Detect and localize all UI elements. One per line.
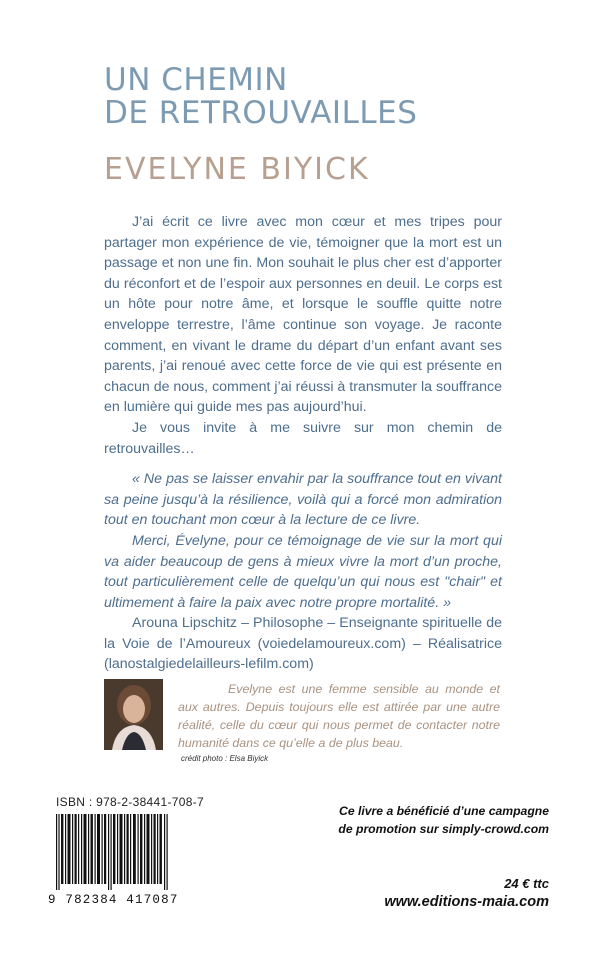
invitation-paragraph: Je vous invite à me suivre sur mon chemin de retrouvailles… — [104, 419, 502, 457]
publisher-website: www.editions-maia.com — [384, 894, 549, 910]
price: 24 € ttc — [504, 876, 549, 891]
title-line-2: DE RETROUVAILLES — [104, 95, 418, 131]
barcode — [56, 814, 168, 890]
promo-line-2: de promotion sur simply-crowd.com — [338, 822, 549, 836]
quote-paragraph-1: « Ne pas se laisser envahir par la souffrance tout en vivant sa peine jusqu’à la résilience, voilà qui a forcé mon admiration tout en touchant mon cœur à la lecture de ce livre. — [104, 471, 502, 529]
author-bio — [178, 680, 500, 752]
barcode-number: 9 782384 417087 — [48, 893, 179, 907]
photo-credit: crédit photo : Elsa Biyick — [181, 754, 269, 763]
title-line-1: UN CHEMIN — [104, 62, 288, 98]
author-photo — [104, 679, 163, 750]
promotion-note — [289, 802, 549, 838]
back-cover-text — [104, 212, 502, 675]
quote-paragraph-2: Merci, Évelyne, pour ce témoignage de vie sur la mort qui va aider beaucoup de gens à mieux vivre la mort d’un proche, tout particulièrement celle de quelqu’un qui nous est "chair" et ultimement à faire la paix avec notre propre mortalité. » — [104, 532, 502, 611]
quote-attribution: Arouna Lipschitz – Philosophe – Enseignante spirituelle de la Voie de l’Amoureux (voiedelamoureux.com) – Réalisatrice (lanostalgiedelailleurs-lefilm.com) — [104, 615, 502, 673]
isbn: ISBN : 978-2-38441-708-7 — [56, 795, 204, 809]
promo-line-1: Ce livre a bénéficié d’une campagne — [339, 804, 549, 818]
author-name: EVELYNE BIYICK — [104, 152, 370, 187]
summary-paragraph: J’ai écrit ce livre avec mon cœur et mes tripes pour partager mon expérience de vie, témoigner que la mort est un passage et non une fin. Mon souhait le plus cher est d’apporter du réconfort et de l’espoir aux personnes en deuil. Le corps est un hôte pour notre âme, et lorsque le souffle quitte notre enveloppe terrestre, l’âme continue son voyage. Je raconte comment, en vivant le drame du départ d’un enfant avant ses parents, j’ai renoué avec cette force de vie qui est présente en chacun de nous, comment j’ai réussi à transmuter la souffrance en lumière qui guide mes pas aujourd’hui. — [104, 214, 502, 416]
bio-text: Evelyne est une femme sensible au monde et aux autres. Depuis toujours elle est attirée par une autre réalité, celle du cœur qui nous permet de contacter notre humanité dans ce qu’elle a de plus beau. — [178, 682, 500, 750]
book-title — [104, 64, 417, 130]
